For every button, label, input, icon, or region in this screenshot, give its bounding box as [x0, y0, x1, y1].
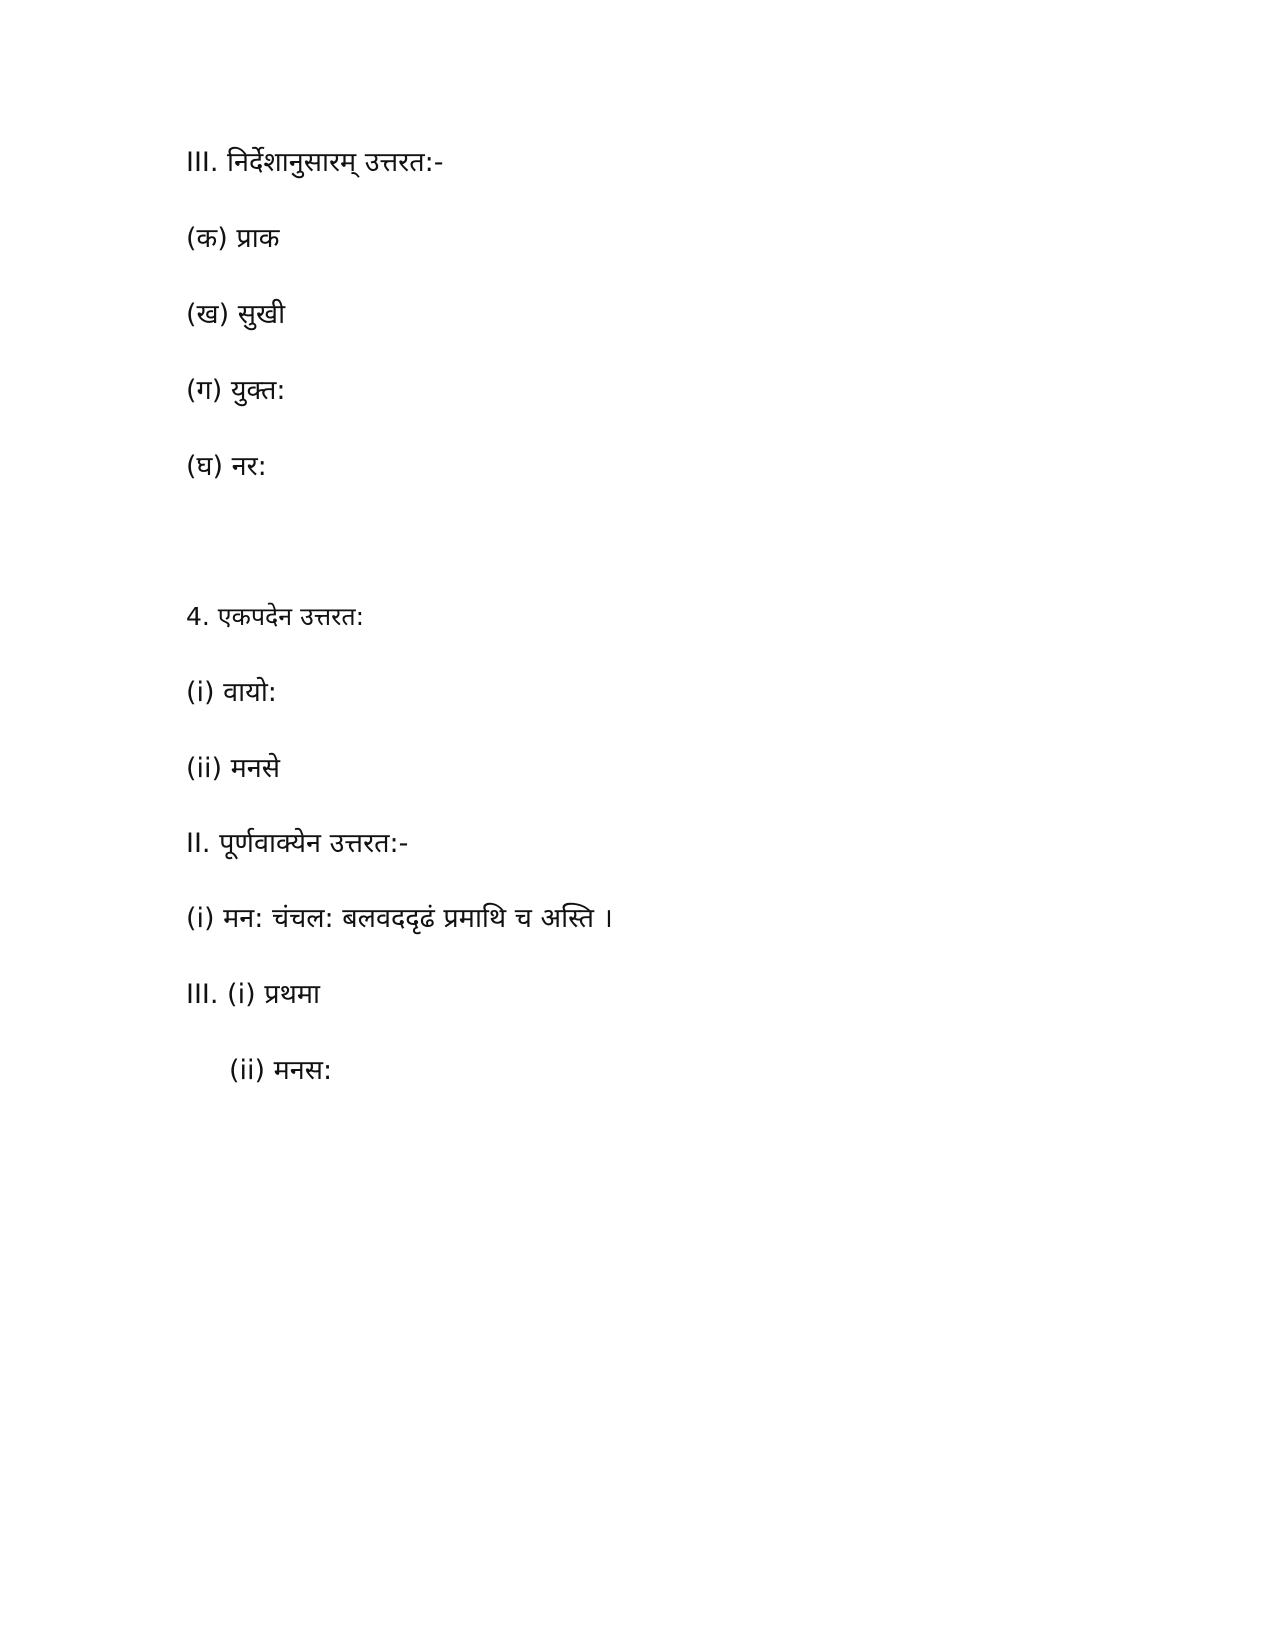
answer-ii-manase: (ii) मनसे: [186, 753, 281, 784]
section-heading-purnavakyena: II. पूर्णवाक्येन उत्तरत:-: [186, 828, 409, 859]
section-III-answer-i: III. (i) प्रथमा: [186, 979, 320, 1010]
answer-ka: (क) प्राक: [186, 223, 280, 254]
answer-i-full-sentence: (i) मन: चंचल: बलवददृढं प्रमाथि च अस्ति ।: [186, 903, 613, 934]
answer-gha: (घ) नर:: [186, 451, 267, 482]
question-heading-ekapadena: 4. एकपदेन उत्तरत:: [186, 602, 364, 631]
section-III-answer-ii: (ii) मनस:: [229, 1055, 333, 1086]
answer-kha: (ख) सुखी: [186, 299, 286, 330]
answer-i-vayo: (i) वायो:: [186, 677, 277, 708]
answer-ga: (ग) युक्त:: [186, 375, 286, 406]
section-heading-nirdeshanusaram: III. निर्देशानुसारम् उत्तरत:-: [186, 147, 444, 178]
